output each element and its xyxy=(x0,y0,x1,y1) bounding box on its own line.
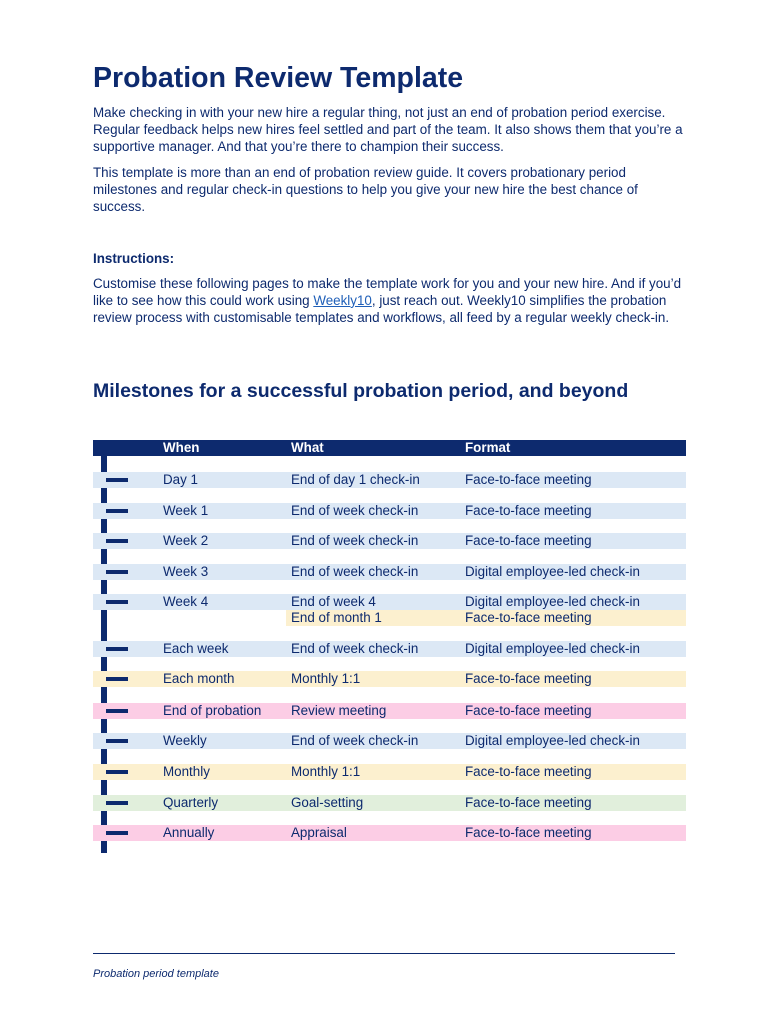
intro-paragraph-2: This template is more than an end of probation review guide. It covers probationary period milestones and regular check-in questions to help you give your new hire the best chance of success. xyxy=(93,165,638,214)
milestone-what: End of week check-in xyxy=(291,733,419,748)
milestone-when: End of probation xyxy=(163,703,262,718)
milestone-format: Face-to-face meeting xyxy=(465,503,592,518)
milestone-format: Face-to-face meeting xyxy=(465,671,592,686)
milestone-when: Each week xyxy=(163,641,229,656)
timeline-tick xyxy=(106,647,128,651)
milestone-format: Face-to-face meeting xyxy=(465,533,592,548)
timeline-tick xyxy=(106,570,128,574)
milestone-what: Appraisal xyxy=(291,825,347,840)
milestone-when: Annually xyxy=(163,825,215,840)
timeline-tick xyxy=(106,739,128,743)
timeline-tick xyxy=(106,478,128,482)
milestone-format: Digital employee-led check-in xyxy=(465,564,640,579)
instructions-paragraph xyxy=(93,276,683,326)
milestone-when: Week 4 xyxy=(163,594,209,609)
milestone-what: Monthly 1:1 xyxy=(291,671,361,686)
milestone-what: End of day 1 check-in xyxy=(291,472,420,487)
milestone-when: Monthly xyxy=(163,764,210,779)
milestone-when: Week 2 xyxy=(163,533,209,548)
timeline-tick xyxy=(106,509,128,513)
milestone-row-week-4 xyxy=(93,594,686,610)
milestone-row-weekly xyxy=(93,733,686,749)
milestone-row-annually xyxy=(93,825,686,841)
milestone-row-each-month xyxy=(93,671,686,687)
milestone-what: End of week check-in xyxy=(291,564,419,579)
milestones-heading: Milestones for a successful probation period, and beyond xyxy=(93,380,629,402)
timeline-tick xyxy=(106,539,128,543)
milestone-row-quarterly xyxy=(93,795,686,811)
milestone-what: Goal-setting xyxy=(291,795,364,810)
timeline-tick xyxy=(106,709,128,713)
milestones-table-header xyxy=(93,440,686,456)
milestone-format: Face-to-face meeting xyxy=(465,825,592,840)
milestone-what: End of week check-in xyxy=(291,641,419,656)
instructions-text-end: , just reach out. Weekly10 simplifies the probation review process with customisable templates and workflows, all feed by a regular weekly check-in. xyxy=(93,292,670,325)
milestone-format: Digital employee-led check-in xyxy=(465,733,640,748)
milestone-row-week-2 xyxy=(93,533,686,549)
milestone-when: Week 3 xyxy=(163,564,209,579)
intro-paragraph-1: Make checking in with your new hire a regular thing, not just an end of probation period exercise. Regular feedback helps new hires feel settled and part of the team. It also shows them that you’re a supportive manager. And that you’re there to champion their success. xyxy=(93,105,683,154)
timeline-tick xyxy=(106,677,128,681)
timeline-tick xyxy=(106,770,128,774)
milestone-format: Face-to-face meeting xyxy=(465,703,592,718)
timeline-tick xyxy=(106,831,128,835)
milestone-when: Week 1 xyxy=(163,503,209,518)
footer-text: Probation period template xyxy=(93,968,219,980)
milestone-row-week-1 xyxy=(93,503,686,519)
milestone-what: Monthly 1:1 xyxy=(291,764,361,779)
milestone-what: Review meeting xyxy=(291,703,387,718)
weekly10-link[interactable]: Weekly10 xyxy=(313,292,372,308)
milestone-row-week-3 xyxy=(93,564,686,580)
column-header-what: What xyxy=(291,440,324,455)
milestone-format: Face-to-face meeting xyxy=(465,472,592,487)
milestone-what: End of month 1 xyxy=(291,610,382,625)
milestone-row-monthly xyxy=(93,764,686,780)
milestone-row-end-of-probation xyxy=(93,703,686,719)
milestone-format: Face-to-face meeting xyxy=(465,764,592,779)
milestone-row-day-1 xyxy=(93,472,686,488)
column-header-format: Format xyxy=(465,440,511,455)
milestone-what: End of week check-in xyxy=(291,533,419,548)
milestone-format: Face-to-face meeting xyxy=(465,610,592,625)
milestone-row-each-week xyxy=(93,641,686,657)
milestone-format: Face-to-face meeting xyxy=(465,795,592,810)
timeline-tick xyxy=(106,600,128,604)
timeline-tick xyxy=(106,801,128,805)
milestone-what: End of week 4 xyxy=(291,594,376,609)
milestone-when: Each month xyxy=(163,671,235,686)
instructions-heading: Instructions: xyxy=(93,251,175,266)
milestone-format: Digital employee-led check-in xyxy=(465,594,640,609)
instructions-text-start: Customise these following pages to make the template work for you and your new hire. And if you’d like to see how this could work using xyxy=(93,276,682,308)
milestone-when: Day 1 xyxy=(163,472,198,487)
milestone-row-end-of-month-1 xyxy=(286,610,686,626)
column-header-when: When xyxy=(163,440,200,455)
page-title: Probation Review Template xyxy=(93,62,464,94)
milestone-format: Digital employee-led check-in xyxy=(465,641,640,656)
footer-divider xyxy=(93,953,675,954)
milestone-when: Quarterly xyxy=(163,795,219,810)
milestone-what: End of week check-in xyxy=(291,503,419,518)
milestone-when: Weekly xyxy=(163,733,207,748)
